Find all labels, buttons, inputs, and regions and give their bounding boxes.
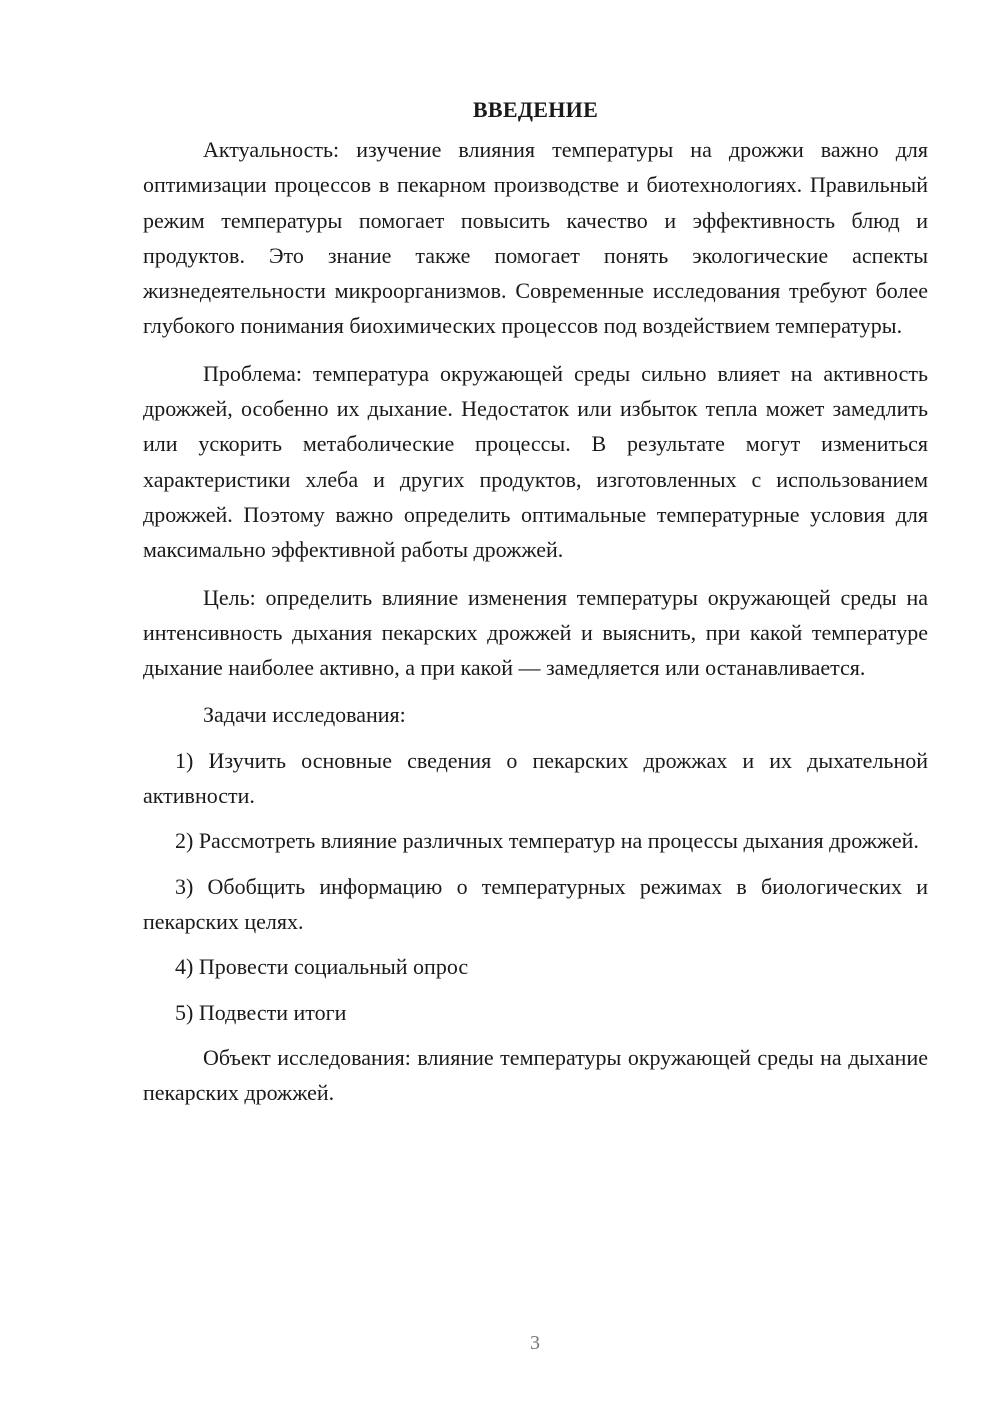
tasks-heading: Задачи исследования: <box>203 702 406 728</box>
paragraph-goal: Цель: определить влияние изменения температуры окружающей среды на интенсивность дыхания пекарских дрожжей и выяснить, при какой температуре дыхание наиболее активно, а при какой — замедляется или останавливается. <box>143 584 928 681</box>
page-content <box>143 92 928 1122</box>
paragraph-relevance: Актуальность: изучение влияния температуры на дрожжи важно для оптимизации процессов в пекарном производстве и биотехнологиях. Правильный режим температуры помогает повысить качество и эффективность блюд и продуктов. Это знание также помогает понять экологические аспекты жизнедеятельности микроорганизмов. Современные исследования требуют более глубокого понимания биохимических процессов под воздействием температуры. <box>143 137 928 339</box>
task-item: 1) Изучить основные сведения о пекарских дрожжах и их дыхательной активности. <box>143 747 928 809</box>
task-item: 3) Обобщить информацию о температурных режимах в биологических и пекарских целях. <box>143 873 928 934</box>
task-item: 4) Провести социальный опрос <box>175 954 469 980</box>
page-title: ВВЕДЕНИЕ <box>472 97 599 122</box>
task-item: 2) Рассмотреть влияние различных температур на процессы дыхания дрожжей. <box>175 828 919 854</box>
tasks-list <box>143 743 928 1030</box>
task-item: 5) Подвести итоги <box>175 999 347 1025</box>
paragraph-object: Объект исследования: влияние температуры окружающей среды на дыхание пекарских дрожжей. <box>143 1044 928 1106</box>
paragraph-problem: Проблема: температура окружающей среды сильно влияет на активность дрожжей, особенно их дыхание. Недостаток или избыток тепла может замедлить или ускорить метаболические процессы. В результате могут измениться характеристики хлеба и других продуктов, изготовленных с использованием дрожжей. Поэтому важно определить оптимальные температурные условия для максимально эффективной работы дрожжей. <box>143 360 928 563</box>
page-number: 3 <box>530 1332 540 1354</box>
